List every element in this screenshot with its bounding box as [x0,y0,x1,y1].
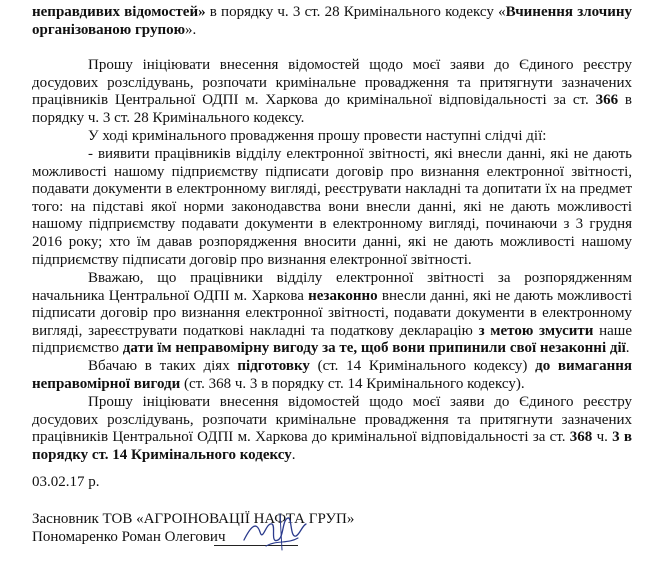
bold-phrase: Вчинення злочину організованою групою [32,4,633,38]
text-run: внесли данні, які не дають можливості підписати договір про визнання електронної звітності, подавати документи в електронному вигляді, зареєструвати податкові накладні та податкову декларацію [32,287,632,339]
bold-phrase: незаконно [308,287,378,304]
text-run: Вважаю, що працівники відділу електронної звітності за розпорядженням начальника Центральної ОДПІ м. Харкова [32,270,632,304]
text-run: . [625,340,630,357]
text-run: У ході кримінального провадження прошу провести наступні слідчі дії: [88,128,547,144]
text-run: в порядку ч. 3 ст. 28 Кримінального кодексу. [32,92,632,126]
bold-phrase: неправдивих відомостей» [32,4,206,20]
bold-article-number: 366 [595,92,619,109]
bold-phrase: 3 в порядку ст. 14 Кримінального кодексу [32,429,632,463]
text-run: ч. [592,429,613,446]
paragraph-investigation-actions [32,146,632,269]
text-run: (ст. 14 Кримінального кодексу) [309,358,536,374]
text-run: наше підприємство [32,322,632,357]
paragraph-continuation [32,4,632,39]
text-run: (ст. 368 ч. 3 в порядку ст. 14 Кримінального кодексу). [180,375,525,392]
paragraph-qualification [32,358,632,393]
signer-position: Засновник ТОВ «АГРОІНОВАЦІЇ НАФТА ГРУП» [32,511,355,527]
handwritten-signature [236,510,316,554]
signer-name: Пономаренко Роман Олегович [32,529,226,545]
text-run: - виявити працівників відділу електронної звітності, які внесли данні, які не дають можливості нашому підприємству підписати договір про визнання електронної звітності, подавати документи в електронному вигляді, реєструвати накладні та допитати їх на предмет того: на підставі якої норми законодавства вони внесли данні, які не дають можливості нашому підприємству подавати документи в електронному вигляді, починаючи з 3 грудня 2016 року; хто їм давав розпорядження вносити данні, які не дають можливості нашому підприємству підписати договір про визнання електронної звітності. [32,146,632,268]
bold-phrase: з метою змусити [478,322,594,339]
bold-phrase: дати їм неправомірну вигоду за те, щоб вони припинили свої незаконні дії [122,340,626,357]
text-run: . [291,446,296,463]
paragraph-investigation-intro [32,128,632,146]
text-run: ». [185,21,197,38]
text-run: Прошу ініціювати внесення відомостей щодо моєї заяви до Єдиного реєстру досудових розслідувань, розпочати кримінальне провадження та притягнути зазначених працівників Центральної ОДПІ м. Харкова до кримінальної відповідальності за ст. [32,394,632,446]
paragraph-request-1 [32,57,632,127]
bold-phrase: підготовку [237,358,310,374]
text-run: Прошу ініціювати внесення відомостей щодо моєї заяви до Єдиного реєстру досудових розслідувань, розпочати кримінальне провадження та притягнути зазначених працівників Центральної ОДПІ м. Харкова до кримінальної відповідальності за ст. [32,57,632,109]
paragraph-opinion [32,270,632,358]
text-run: в порядку ч. 3 ст. 28 Кримінального кодексу « [205,4,506,20]
text-run: Вбачаю в таких діях [88,358,238,374]
bold-article-number: 368 [569,429,593,446]
bold-phrase: до вимагання неправомірної вигоди [32,358,632,392]
document-date: 03.02.17 р. [32,474,100,490]
paragraph-request-2 [32,394,632,464]
